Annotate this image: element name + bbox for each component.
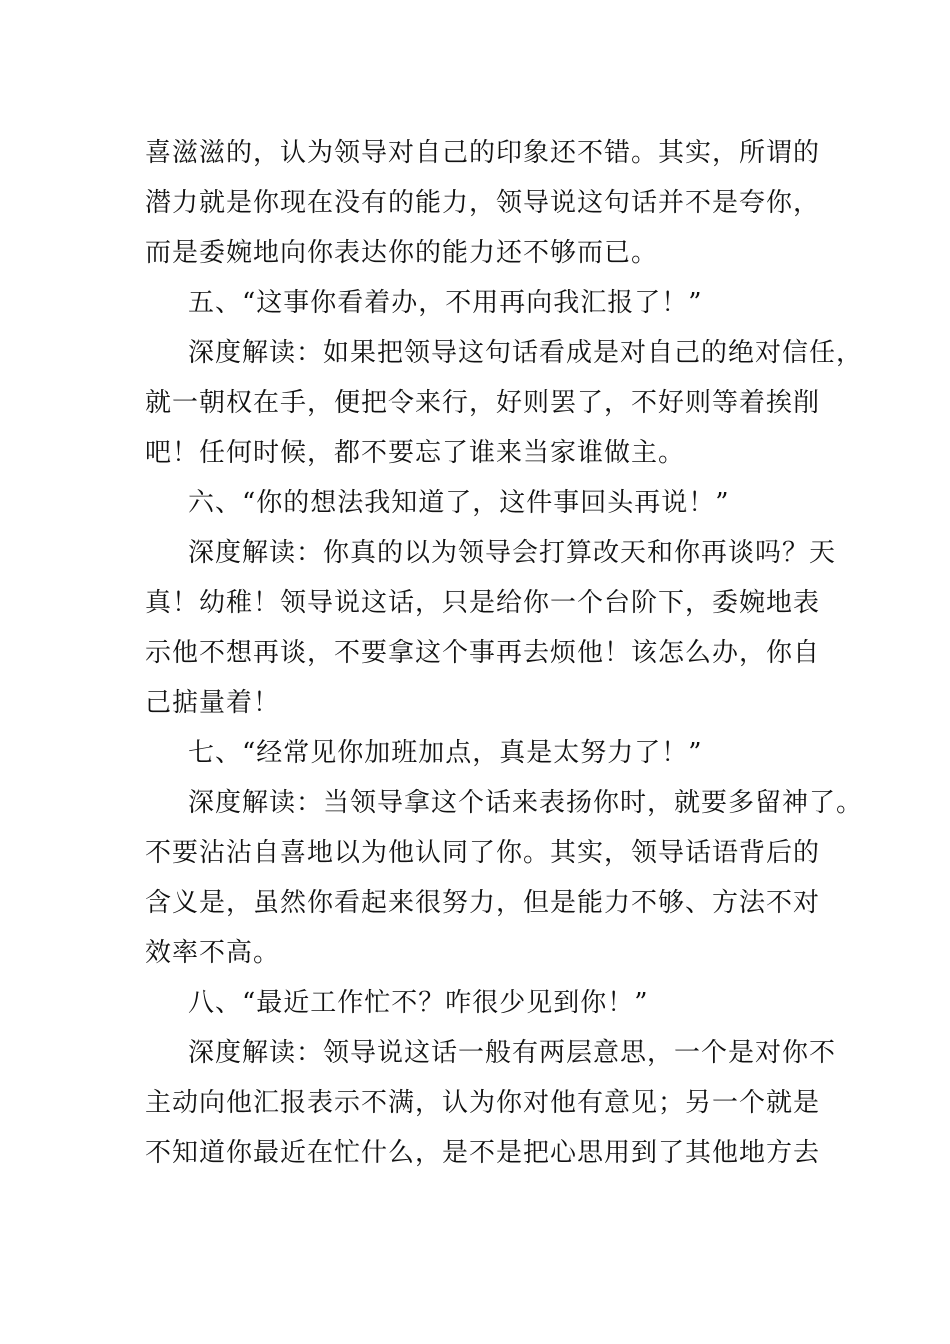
section-heading-5: 五、“这事你看着办，不用再向我汇报了！” — [188, 288, 703, 318]
text-line: 深度解读：如果把领导这句话看成是对自己的绝对信任， — [188, 338, 864, 368]
text-line: 深度解读：当领导拿这个话来表扬你时，就要多留神了。 — [188, 788, 864, 818]
text-line: 潜力就是你现在没有的能力，领导说这句话并不是夸你， — [145, 188, 821, 218]
text-line: 效率不高。 — [145, 938, 281, 968]
text-line: 就一朝权在手，便把令来行，好则罢了，不好则等着挨削 — [145, 388, 821, 418]
text-line: 深度解读：你真的以为领导会打算改天和你再谈吗？天 — [188, 538, 837, 568]
text-line: 己掂量着！ — [145, 688, 281, 718]
text-line: 而是委婉地向你表达你的能力还不够而已。 — [145, 238, 659, 268]
text-line: 主动向他汇报表示不满，认为你对他有意见；另一个就是 — [145, 1088, 821, 1118]
section-heading-7: 七、“经常见你加班加点，真是太努力了！” — [188, 738, 703, 768]
document-body — [145, 128, 864, 1178]
text-line: 喜滋滋的，认为领导对自己的印象还不错。其实，所谓的 — [145, 138, 821, 168]
text-line: 含义是，虽然你看起来很努力，但是能力不够、方法不对 — [145, 888, 821, 918]
text-line: 深度解读：领导说这话一般有两层意思，一个是对你不 — [188, 1038, 837, 1068]
section-heading-8: 八、“最近工作忙不？咋很少见到你！” — [188, 988, 649, 1018]
text-line: 吧！任何时候，都不要忘了谁来当家谁做主。 — [145, 438, 686, 468]
text-line: 示他不想再谈，不要拿这个事再去烦他！该怎么办，你自 — [145, 638, 821, 668]
text-line: 不知道你最近在忙什么，是不是把心思用到了其他地方去 — [145, 1138, 821, 1168]
section-heading-6: 六、“你的想法我知道了，这件事回头再说！” — [188, 488, 730, 518]
text-line: 不要沾沾自喜地以为他认同了你。其实，领导话语背后的 — [145, 838, 821, 868]
text-line: 真！幼稚！领导说这话，只是给你一个台阶下，委婉地表 — [145, 588, 821, 618]
